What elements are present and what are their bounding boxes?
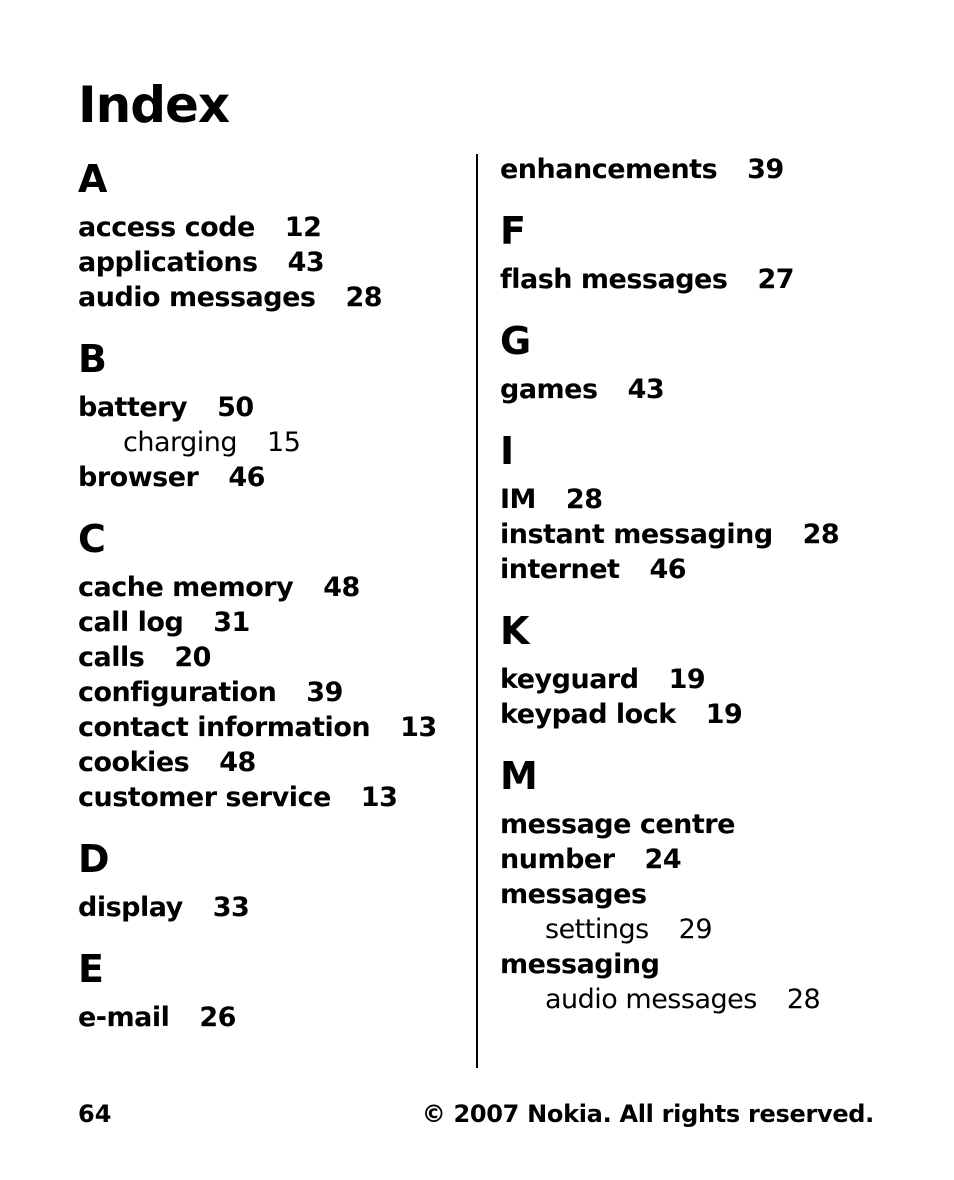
entry-page-number: 13 xyxy=(360,782,398,813)
entry-term: games xyxy=(500,374,598,405)
index-section xyxy=(500,749,880,1017)
index-entry xyxy=(500,517,880,552)
entry-term: configuration xyxy=(78,677,277,708)
index-entry xyxy=(78,245,458,280)
entry-page-number: 28 xyxy=(565,484,603,515)
entry-term: messages xyxy=(500,879,647,910)
index-entry xyxy=(78,640,458,675)
entry-page-number: 39 xyxy=(747,154,784,185)
entry-page-number: 43 xyxy=(287,247,325,278)
entry-term: cache memory xyxy=(78,572,294,603)
index-entry xyxy=(78,780,458,815)
entry-term: flash messages xyxy=(500,264,728,295)
entry-page-number: 26 xyxy=(199,1002,236,1033)
index-entry xyxy=(500,877,880,912)
entry-term: audio messages xyxy=(545,984,757,1015)
entry-term: number xyxy=(500,844,615,875)
entry-term: browser xyxy=(78,462,199,493)
entry-page-number: 24 xyxy=(644,844,682,875)
section-letter: G xyxy=(500,319,532,363)
entry-term: cookies xyxy=(78,747,190,778)
page-title: Index xyxy=(78,76,230,134)
section-letter: F xyxy=(500,209,526,253)
entry-page-number: 48 xyxy=(219,747,256,778)
section-letter: I xyxy=(500,429,515,473)
index-entry xyxy=(78,675,458,710)
section-letter: C xyxy=(78,517,106,561)
index-entry xyxy=(500,552,880,587)
index-entry xyxy=(78,210,458,245)
entry-term: audio messages xyxy=(78,282,316,313)
entry-page-number: 28 xyxy=(345,282,383,313)
entry-term: customer service xyxy=(78,782,331,813)
index-subentry xyxy=(78,425,458,460)
entry-page-number: 46 xyxy=(228,462,265,493)
index-entry xyxy=(500,262,880,297)
index-entry xyxy=(500,482,880,517)
entry-page-number: 20 xyxy=(174,642,211,673)
index-entry xyxy=(78,745,458,780)
entry-page-number: 50 xyxy=(217,392,254,423)
index-entry xyxy=(78,570,458,605)
entry-term: e-mail xyxy=(78,1002,170,1033)
entry-term: contact information xyxy=(78,712,371,743)
index-entry xyxy=(78,1000,458,1035)
index-entry xyxy=(500,152,880,187)
footer-page-number: 64 xyxy=(78,1100,112,1128)
entry-page-number: 46 xyxy=(649,554,687,585)
index-column-left xyxy=(78,152,458,1035)
entry-page-number: 39 xyxy=(306,677,343,708)
index-subentry xyxy=(500,912,880,947)
index-section xyxy=(78,832,458,925)
entry-page-number: 43 xyxy=(627,374,665,405)
index-entry xyxy=(500,842,880,877)
entry-page-number: 48 xyxy=(323,572,360,603)
index-entry xyxy=(500,697,880,732)
index-section xyxy=(78,152,458,315)
index-entry xyxy=(78,460,458,495)
entry-term: message centre xyxy=(500,809,735,840)
entry-page-number: 19 xyxy=(705,699,743,730)
entry-term: call log xyxy=(78,607,184,638)
entry-term: settings xyxy=(545,914,649,945)
index-section xyxy=(500,204,880,297)
section-letter: A xyxy=(78,157,108,201)
entry-term: internet xyxy=(500,554,620,585)
entry-term: access code xyxy=(78,212,255,243)
entry-term: messaging xyxy=(500,949,660,980)
index-section xyxy=(500,152,880,187)
entry-page-number: 27 xyxy=(757,264,795,295)
entry-term: IM xyxy=(500,484,536,515)
entry-term: keyguard xyxy=(500,664,639,695)
index-entry xyxy=(500,662,880,697)
entry-page-number: 13 xyxy=(400,712,437,743)
index-section xyxy=(78,332,458,495)
entry-page-number: 28 xyxy=(802,519,840,550)
entry-page-number: 12 xyxy=(284,212,322,243)
section-letter: E xyxy=(78,947,104,991)
index-entry xyxy=(78,390,458,425)
index-section xyxy=(78,512,458,815)
index-section xyxy=(500,424,880,587)
entry-page-number: 28 xyxy=(786,984,821,1015)
index-entry xyxy=(78,890,458,925)
entry-term: keypad lock xyxy=(500,699,676,730)
section-letter: K xyxy=(500,609,530,653)
index-entry xyxy=(500,807,880,842)
column-divider xyxy=(476,154,478,1068)
index-entry xyxy=(500,372,880,407)
index-section xyxy=(500,604,880,732)
index-column-right xyxy=(500,152,880,1017)
entry-term: display xyxy=(78,892,183,923)
index-subentry xyxy=(500,982,880,1017)
entry-term: charging xyxy=(123,427,238,458)
entry-page-number: 33 xyxy=(212,892,250,923)
index-section xyxy=(78,942,458,1035)
entry-page-number: 15 xyxy=(267,427,301,458)
index-entry xyxy=(500,947,880,982)
index-section xyxy=(500,314,880,407)
entry-term: instant messaging xyxy=(500,519,773,550)
section-letter: B xyxy=(78,337,107,381)
entry-page-number: 31 xyxy=(213,607,250,638)
footer-copyright: © 2007 Nokia. All rights reserved. xyxy=(421,1100,874,1128)
entry-term: battery xyxy=(78,392,188,423)
entry-term: calls xyxy=(78,642,145,673)
section-letter: D xyxy=(78,837,110,881)
index-entry xyxy=(78,280,458,315)
entry-term: applications xyxy=(78,247,258,278)
index-entry xyxy=(78,710,458,745)
entry-term: enhancements xyxy=(500,154,718,185)
entry-page-number: 19 xyxy=(668,664,706,695)
entry-page-number: 29 xyxy=(678,914,713,945)
section-letter: M xyxy=(500,754,538,798)
index-entry xyxy=(78,605,458,640)
